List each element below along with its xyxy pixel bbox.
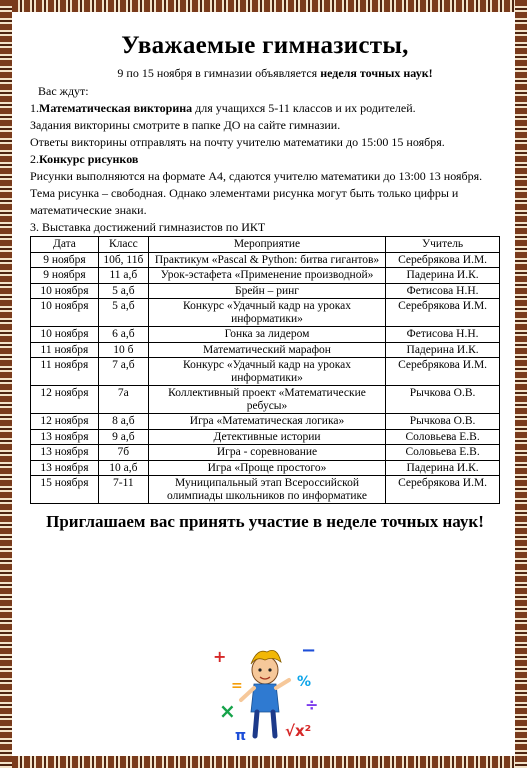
cell-event: Игра «Проще простого» <box>148 460 385 476</box>
cell-date: 10 ноября <box>31 327 99 343</box>
table-row <box>31 414 500 430</box>
table-row <box>31 283 500 299</box>
decorative-border-left <box>0 0 12 768</box>
item1-heading <box>30 100 500 117</box>
item1-title: Математическая викторина <box>39 101 193 115</box>
cell-date: 12 ноября <box>31 414 99 430</box>
cell-class: 10 б <box>98 342 148 358</box>
intro-line <box>50 66 500 81</box>
math-symbol-icon: ÷ <box>305 695 319 714</box>
cell-teacher: Серебрякова И.М. <box>386 252 500 268</box>
cell-teacher: Серебрякова И.М. <box>386 358 500 386</box>
cell-class: 11 а,б <box>98 268 148 284</box>
announcement-page <box>30 32 500 532</box>
table-row <box>31 429 500 445</box>
table-row <box>31 460 500 476</box>
item1-description: для учащихся 5-11 классов и их родителей. <box>192 101 416 115</box>
item2-line1: Рисунки выполняются на формате А4, сдаются учителю математики до 13:00 13 ноября. <box>30 169 483 183</box>
cell-teacher: Серебрякова И.М. <box>386 299 500 327</box>
item2-heading <box>30 151 500 168</box>
cell-event: Муниципальный этап Всероссийской олимпиады школьников по информатике <box>148 476 385 504</box>
decorative-border-right <box>515 0 527 768</box>
closing-invitation: Приглашаем вас принять участие в неделе точных наук! <box>46 512 484 531</box>
cell-teacher: Соловьева Е.В. <box>386 445 500 461</box>
cell-date: 15 ноября <box>31 476 99 504</box>
math-symbol-icon: % <box>297 674 312 690</box>
cell-teacher: Серебрякова И.М. <box>386 476 500 504</box>
cell-date: 9 ноября <box>31 268 99 284</box>
header-event: Мероприятие <box>148 237 385 253</box>
item2-title: Конкурс рисунков <box>39 152 139 166</box>
item1-number: 1. <box>30 101 39 115</box>
cell-teacher: Падерина И.К. <box>386 268 500 284</box>
cell-date: 10 ноября <box>31 283 99 299</box>
cell-event: Брейн – ринг <box>148 283 385 299</box>
cell-date: 10 ноября <box>31 299 99 327</box>
cell-event: Практикум «Pascal & Python: битва гигантов» <box>148 252 385 268</box>
awaits-label: Вас ждут: <box>38 84 89 98</box>
cell-teacher: Рычкова О.В. <box>386 386 500 414</box>
math-symbol-icon: − <box>301 640 317 661</box>
cell-teacher: Фетисова Н.Н. <box>386 327 500 343</box>
math-symbol-icon: π <box>235 728 247 744</box>
cell-date: 13 ноября <box>31 445 99 461</box>
cell-date: 11 ноября <box>31 358 99 386</box>
cell-event: Гонка за лидером <box>148 327 385 343</box>
cell-teacher: Падерина И.К. <box>386 342 500 358</box>
header-date: Дата <box>31 237 99 253</box>
table-row <box>31 268 500 284</box>
cell-class: 7 а,б <box>98 358 148 386</box>
schedule-table <box>30 236 500 504</box>
cell-date: 9 ноября <box>31 252 99 268</box>
table-row <box>31 358 500 386</box>
table-row <box>31 445 500 461</box>
table-row <box>31 327 500 343</box>
item1-line2: Задания викторины смотрите в папке ДО на сайте гимназии. <box>30 118 341 132</box>
cell-class: 5 а,б <box>98 299 148 327</box>
cell-event: Конкурс «Удачный кадр на уроках информатики» <box>148 299 385 327</box>
page-title: Уважаемые гимназисты, <box>121 32 409 59</box>
math-symbol-icon: = <box>231 678 243 694</box>
math-symbol-icon: × <box>219 699 236 723</box>
item2-line2: Тема рисунка – свободная. Однако элементами рисунка могут быть только цифры и математические знаки. <box>30 186 459 217</box>
cell-date: 11 ноября <box>31 342 99 358</box>
table-body <box>31 252 500 504</box>
table-row <box>31 252 500 268</box>
cell-event: Математический марафон <box>148 342 385 358</box>
math-symbol-icon: + <box>213 647 227 666</box>
cell-date: 13 ноября <box>31 429 99 445</box>
cell-class: 7б <box>98 445 148 461</box>
table-row <box>31 342 500 358</box>
cell-teacher: Соловьева Е.В. <box>386 429 500 445</box>
cell-class: 7-11 <box>98 476 148 504</box>
cell-class: 5 а,б <box>98 283 148 299</box>
table-row <box>31 299 500 327</box>
table-row <box>31 386 500 414</box>
intro-highlight: неделя точных наук! <box>320 66 433 80</box>
cell-teacher: Фетисова Н.Н. <box>386 283 500 299</box>
cell-date: 12 ноября <box>31 386 99 414</box>
table-header-row <box>31 237 500 253</box>
cell-class: 8 а,б <box>98 414 148 430</box>
cell-event: Игра - соревнование <box>148 445 385 461</box>
cell-class: 7а <box>98 386 148 414</box>
cell-event: Конкурс «Удачный кадр на уроках информатики» <box>148 358 385 386</box>
cell-event: Игра «Математическая логика» <box>148 414 385 430</box>
cell-class: 9 а,б <box>98 429 148 445</box>
math-kid-clipart <box>205 640 325 748</box>
item1-line3: Ответы викторины отправлять на почту учителю математики до 15:00 15 ноября. <box>30 135 445 149</box>
cell-event: Урок-эстафета «Применение производной» <box>148 268 385 284</box>
item3-heading: 3. Выставка достижений гимназистов по ИКТ <box>30 220 266 234</box>
table-row <box>31 476 500 504</box>
cell-event: Коллективный проект «Математические ребусы» <box>148 386 385 414</box>
cell-class: 10 а,б <box>98 460 148 476</box>
cell-class: 6 а,б <box>98 327 148 343</box>
cell-date: 13 ноября <box>31 460 99 476</box>
cell-class: 10б, 11б <box>98 252 148 268</box>
math-symbol-icon: √x² <box>285 722 312 740</box>
header-teacher: Учитель <box>386 237 500 253</box>
cell-event: Детективные истории <box>148 429 385 445</box>
intro-text: 9 по 15 ноября в гимназии объявляется <box>117 66 321 80</box>
cell-teacher: Падерина И.К. <box>386 460 500 476</box>
header-class: Класс <box>98 237 148 253</box>
decorative-border-top <box>0 0 527 12</box>
decorative-border-bottom <box>0 756 527 768</box>
cell-teacher: Рычкова О.В. <box>386 414 500 430</box>
cartoon-kid-icon <box>241 650 289 736</box>
item2-number: 2. <box>30 152 39 166</box>
